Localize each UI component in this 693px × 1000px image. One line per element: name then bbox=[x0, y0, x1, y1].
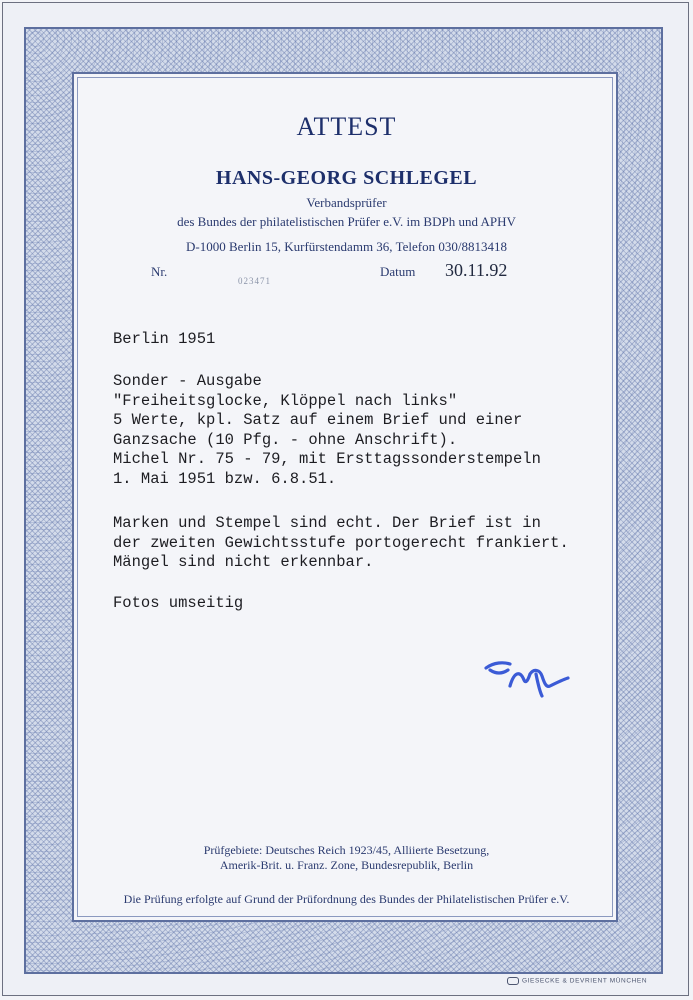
regulation-note: Die Prüfung erfolgte auf Grund der Prüfordnung des Bundes der Philatelistischen Prüfer e.V. bbox=[123, 892, 570, 906]
photos-note: Fotos umseitig bbox=[113, 594, 244, 612]
printer-name: GIESECKE & DEVRIENT MÜNCHEN bbox=[522, 977, 648, 985]
association-line: des Bundes der philatelistischen Prüfer e.V. im BDPh und APHV bbox=[177, 214, 516, 229]
datum-label: Datum bbox=[380, 264, 416, 279]
verdict-line: Mängel sind nicht erkennbar. bbox=[113, 553, 374, 571]
verdict-line: Marken und Stempel sind echt. Der Brief ist in bbox=[113, 514, 541, 532]
examination-areas bbox=[0, 843, 693, 873]
description-line: 5 Werte, kpl. Satz auf einem Brief und einer bbox=[113, 411, 523, 429]
verdict-line: der zweiten Gewichtsstufe portogerecht frankiert. bbox=[113, 533, 569, 552]
issue-place: Berlin 1951 bbox=[113, 330, 216, 348]
description-line: 1. Mai 1951 bzw. 6.8.51. bbox=[113, 469, 337, 488]
printer-imprint bbox=[507, 977, 647, 985]
nr-value: 023471 bbox=[238, 276, 271, 286]
areas-line: Amerik-Brit. u. Franz. Zone, Bundesrepublik, Berlin bbox=[219, 858, 474, 872]
signature-icon bbox=[480, 650, 580, 705]
examiner-name: HANS-GEORG SCHLEGEL bbox=[215, 167, 478, 189]
description-line: "Freiheitsglocke, Klöppel nach links" bbox=[113, 391, 458, 410]
description-line: Michel Nr. 75 - 79, mit Ersttagssonderstempeln bbox=[113, 450, 541, 468]
printer-logo-icon bbox=[507, 977, 519, 985]
examiner-role: Verbandsprüfer bbox=[306, 195, 387, 210]
areas-line: Prüfgebiete: Deutsches Reich 1923/45, Alliierte Besetzung, bbox=[203, 843, 490, 857]
nr-label: Nr. bbox=[151, 264, 168, 279]
address-line: D-1000 Berlin 15, Kurfürstendamm 36, Telefon 030/8813418 bbox=[186, 239, 507, 254]
description-line: Ganzsache (10 Pfg. - ohne Anschrift). bbox=[113, 430, 458, 449]
document-title: ATTEST bbox=[296, 112, 397, 141]
description-line: Sonder - Ausgabe bbox=[113, 372, 262, 390]
datum-value: 30.11.92 bbox=[445, 260, 508, 280]
